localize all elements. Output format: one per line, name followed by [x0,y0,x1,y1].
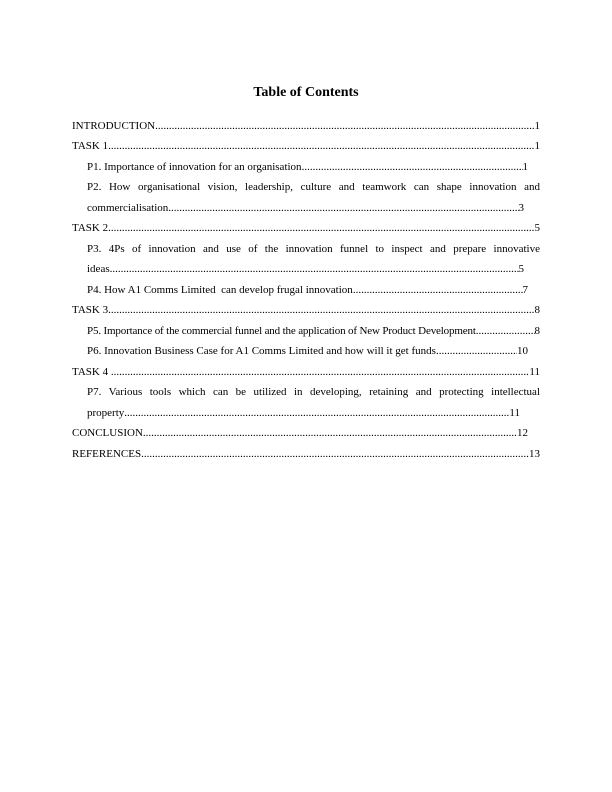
toc-entry-label-line2: ideas [87,263,110,275]
toc-entry-label: TASK 4 [72,365,111,378]
toc-entry-references[interactable] [72,440,540,461]
toc-leader-dots [108,222,534,235]
toc-leader-dots [302,161,523,174]
toc-page-number: 13 [529,447,540,460]
toc-entry-label-line1: P2. How organisational vision, leadership, culture and teamwork can shape innovation and [87,181,540,193]
toc-leader-dots [141,448,529,461]
toc-page-number: 5 [518,263,524,275]
toc-entry-p1[interactable] [72,153,540,174]
toc-leader-dots [168,202,518,215]
toc-page-number: 8 [534,324,540,337]
toc-leader-dots [108,304,534,317]
toc-leader-dots [111,366,530,379]
toc-leader-dots [124,407,509,420]
toc-entry-label: TASK 1 [72,140,109,152]
toc-leader-dots [143,427,517,440]
toc-leader-dots [155,120,534,133]
toc-page-number: 3 [518,201,524,214]
toc-entry-task-3[interactable] [72,297,540,318]
toc-entry-task-1[interactable] [72,133,540,154]
toc-page-number: 11 [529,365,540,378]
toc-leader-dots [436,345,517,358]
toc-page-number: 1 [534,119,540,132]
toc-leader-dots [110,263,519,276]
toc-entry-p7[interactable] [72,379,540,420]
toc-entry-label: P4. How A1 Comms Limited can develop frugal innovation [87,283,353,296]
toc-page-number: 10 [517,345,528,357]
toc-page-number: 5 [534,222,540,234]
toc-leader-dots [476,325,535,338]
toc-entry-label: TASK 3 [72,304,109,316]
toc-entry-label: REFERENCES [72,447,142,460]
toc-entry-label-line1: P7. Various tools which can be utilized in developing, retaining and protecting intellectual [87,386,540,398]
toc-page-number: 1 [534,140,540,152]
toc-entry-p6[interactable] [72,338,540,359]
toc-entry-label-line2: commercialisation [87,201,169,214]
toc-page-number: 11 [509,406,520,419]
toc-title: Table of Contents [253,85,359,100]
toc-entry-conclusion[interactable] [72,420,540,441]
toc-entry-label-line2: property [87,406,125,419]
toc-entry-task-4[interactable] [72,358,540,379]
toc-entry-label: P1. Importance of innovation for an organisation [87,160,302,173]
toc-entry-introduction[interactable] [72,112,540,133]
toc-entry-p3[interactable] [72,235,540,276]
toc-entry-task-2[interactable] [72,215,540,236]
toc-entry-p2[interactable] [72,174,540,215]
toc-entry-label: P5. Importance of the commercial funnel and the application of New Product Development [87,324,476,337]
toc-page-number: 1 [522,160,528,173]
toc-entry-label: INTRODUCTION [72,119,156,132]
toc-entry-label: CONCLUSION [72,427,143,439]
toc-entry-p5[interactable] [72,317,540,338]
toc-leader-dots [108,140,534,153]
toc-entry-label: TASK 2 [72,222,109,234]
table-of-contents [72,112,540,461]
toc-page-number: 8 [534,304,540,316]
toc-entry-label-line1: P3. 4Ps of innovation and use of the innovation funnel to inspect and prepare innovative [87,242,540,255]
toc-leader-dots [353,284,523,297]
toc-entry-label: P6. Innovation Business Case for A1 Comms Limited and how will it get funds [87,345,436,357]
toc-page-number: 7 [522,283,528,296]
toc-entry-p4[interactable] [72,276,540,297]
toc-page-number: 12 [517,427,528,439]
